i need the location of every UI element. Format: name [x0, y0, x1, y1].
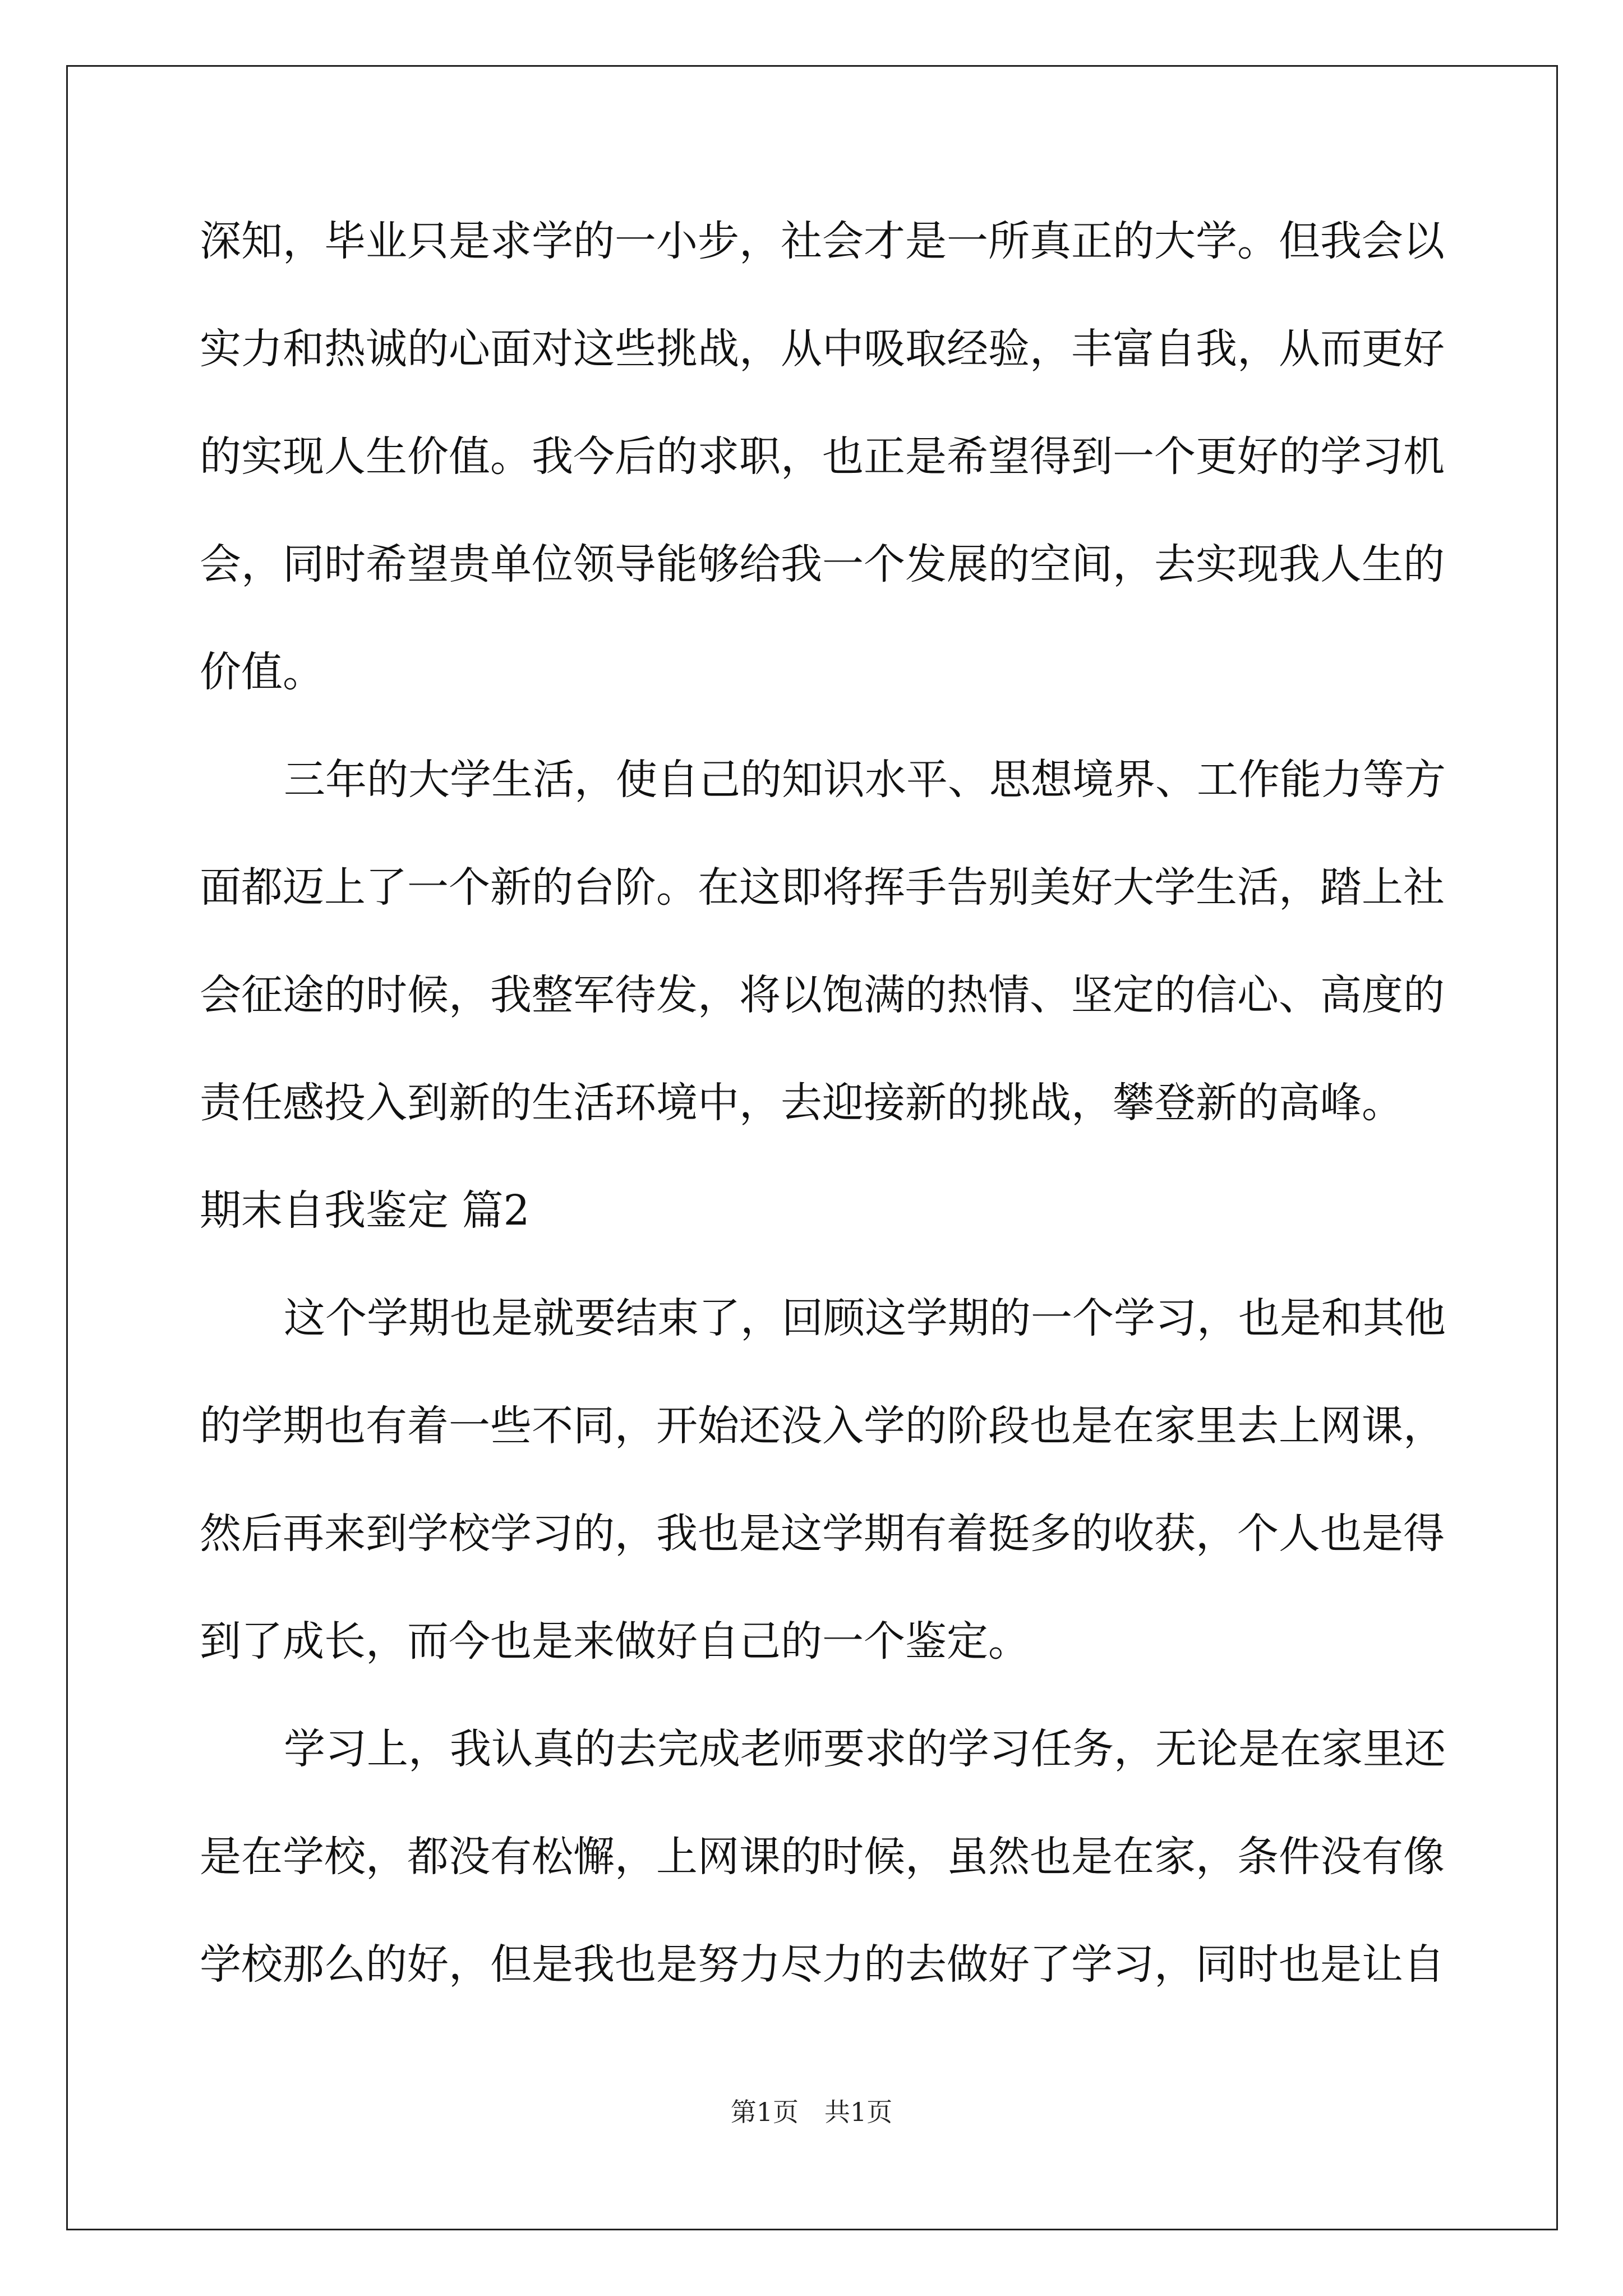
page-border	[66, 65, 1558, 2230]
text-line: 价值。	[200, 648, 324, 696]
paragraph-first-line: 三年的大学生活，使自己的知识水平、思想境界、工作能力等方	[284, 756, 1446, 804]
text-line: 责任感投入到新的生活环境中，去迎接新的挑战，攀登新的高峰。	[200, 1079, 1403, 1127]
text-line: 是在学校，都没有松懈，上网课的时候，虽然也是在家，条件没有像	[200, 1833, 1445, 1881]
page-footer: 第1页 共1页	[730, 2097, 893, 2127]
text-line: 的学期也有着一些不同，开始还没入学的阶段也是在家里去上网课，	[200, 1402, 1445, 1450]
text-line: 深知，毕业只是求学的一小步，社会才是一所真正的大学。但我会以	[200, 217, 1445, 265]
text-line: 实力和热诚的心面对这些挑战，从中吸取经验，丰富自我，从而更好	[200, 325, 1445, 373]
paragraph-first-line: 这个学期也是就要结束了，回顾这学期的一个学习，也是和其他	[284, 1294, 1446, 1342]
text-line: 会，同时希望贵单位领导能够给我一个发展的空间，去实现我人生的	[200, 540, 1445, 588]
text-line: 学校那么的好，但是我也是努力尽力的去做好了学习，同时也是让自	[200, 1940, 1445, 1989]
section-heading: 期末自我鉴定 篇2	[200, 1186, 530, 1235]
text-line: 面都迈上了一个新的台阶。在这即将挥手告别美好大学生活，踏上社	[200, 863, 1445, 912]
text-line: 然后再来到学校学习的，我也是这学期有着挺多的收获，个人也是得	[200, 1510, 1445, 1558]
paragraph-first-line: 学习上，我认真的去完成老师要求的学习任务，无论是在家里还	[284, 1725, 1446, 1773]
text-line: 到了成长，而今也是来做好自己的一个鉴定。	[200, 1617, 1030, 1665]
text-line: 会征途的时候，我整军待发，将以饱满的热情、坚定的信心、高度的	[200, 971, 1445, 1019]
text-line: 的实现人生价值。我今后的求职，也正是希望得到一个更好的学习机	[200, 432, 1445, 481]
